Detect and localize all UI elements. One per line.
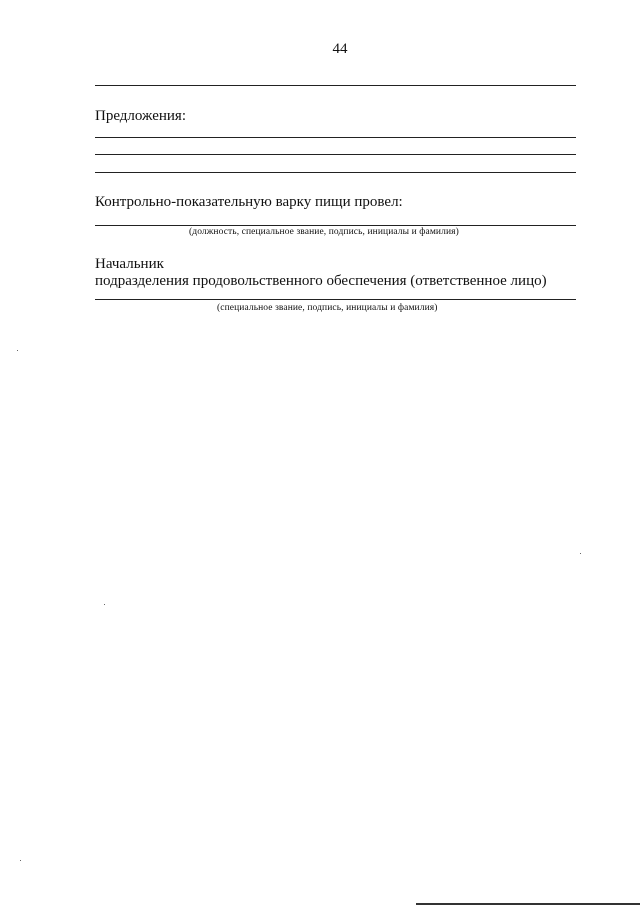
signature-caption-2: (специальное звание, подпись, инициалы и фамилия) [217,303,438,313]
signature-caption-1: (должность, специальное звание, подпись, инициалы и фамилия) [189,227,459,237]
scan-speck [20,860,21,861]
proposals-line-2 [95,154,576,155]
scan-speck [104,604,105,605]
scan-speck [17,350,18,351]
head-title-line-1: Начальник [95,256,164,272]
top-rule [95,85,576,86]
page-number: 44 [332,41,348,57]
scan-speck [580,553,581,554]
proposals-label: Предложения: [95,108,186,124]
head-title-line-2: подразделения продовольственного обеспечения (ответственное лицо) [95,273,547,289]
control-cooking-label: Контрольно-показательную варку пищи провел: [95,194,403,210]
proposals-line-3 [95,172,576,173]
proposals-line-1 [95,137,576,138]
signature-line-2 [95,299,576,300]
